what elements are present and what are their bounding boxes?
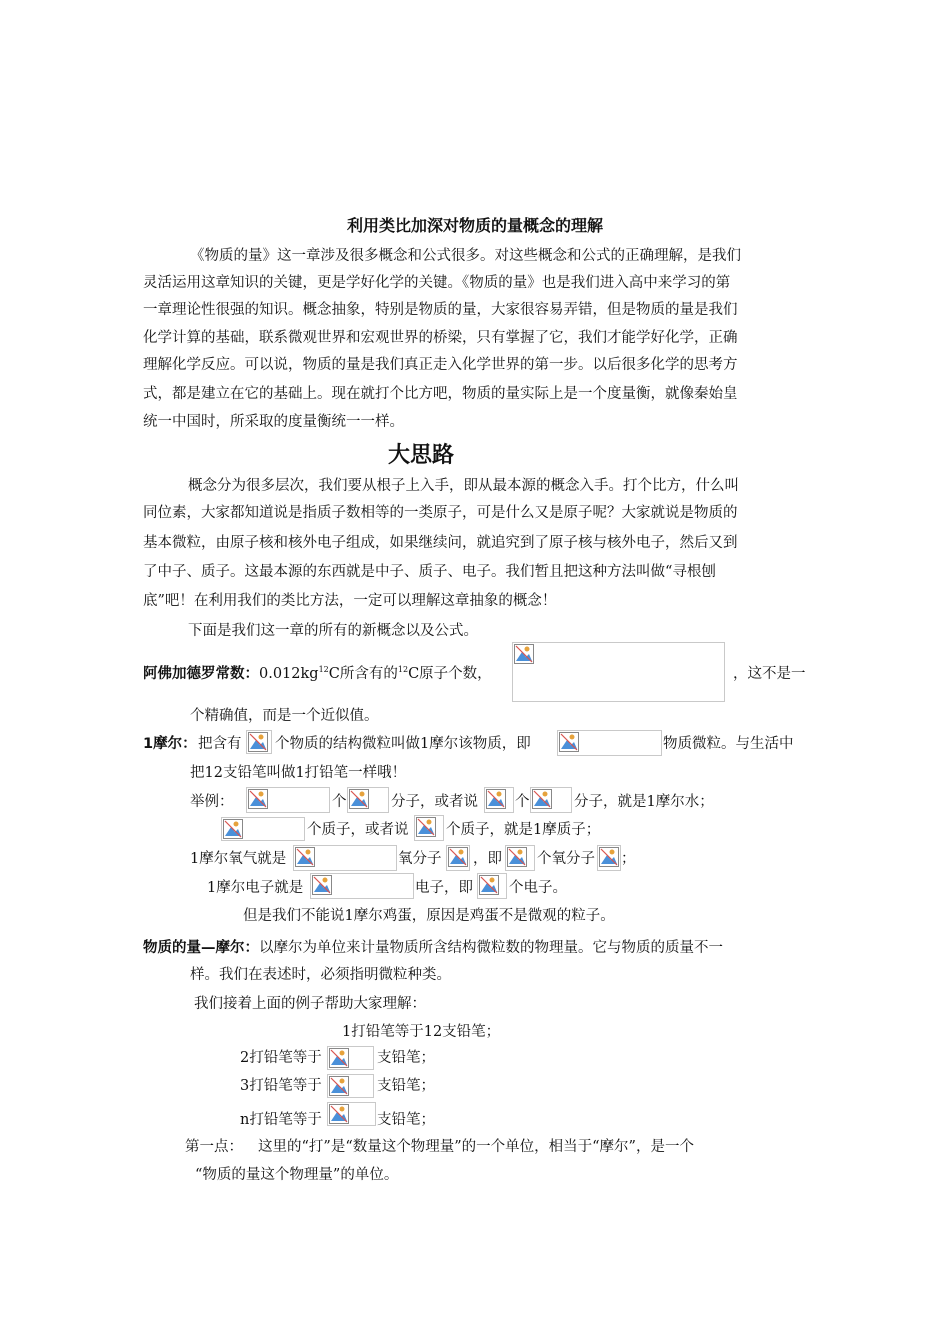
pencil-line: 支铅笔； xyxy=(377,1112,435,1128)
formula-image xyxy=(446,845,470,871)
page-title: 利用类比加深对物质的量概念的理解 xyxy=(346,216,603,235)
pencil-line: 1打铅笔等于12支铅笔； xyxy=(342,1024,501,1040)
formula-image xyxy=(477,873,507,899)
formula-image xyxy=(327,1102,376,1126)
point-text: 这里的“打”是“数量这个物理量”的一个单位，相当于“摩尔”，是一个 xyxy=(258,1139,694,1155)
mole-text: 物质微粒。与生活中 xyxy=(663,736,794,752)
mole-cont: 把12支铅笔叫做1打铅笔一样哦！ xyxy=(190,765,407,781)
broken-image-icon xyxy=(329,1048,349,1068)
formula-image xyxy=(597,845,621,871)
broken-image-icon xyxy=(448,847,468,867)
section-heading: 大思路 xyxy=(388,443,455,468)
example-text: 氧分子 xyxy=(398,851,442,867)
example-text: 分子，或者说 xyxy=(391,794,478,810)
example-text: 个 xyxy=(332,794,347,810)
formula-image xyxy=(293,845,397,871)
formula-image xyxy=(327,1074,374,1098)
broken-image-icon xyxy=(559,732,579,752)
point-label: 第一点： xyxy=(185,1139,243,1155)
continue-text: 我们接着上面的例子帮助大家理解： xyxy=(194,996,426,1012)
avogadro-cont: 个精确值，而是一个近似值。 xyxy=(190,708,379,724)
formula-image xyxy=(484,787,514,813)
broken-image-icon xyxy=(599,847,619,867)
avogadro-term: 阿佛加德罗常数： xyxy=(143,666,259,682)
formula-image xyxy=(221,817,305,841)
idea-line: 概念分为很多层次，我们要从根子上入手，即从最本源的概念入手。打个比方，什么叫 xyxy=(188,478,739,494)
amount-term: 物质的量—摩尔： xyxy=(143,940,259,956)
broken-image-icon xyxy=(479,875,499,895)
intro-line: 理解化学反应。可以说，物质的量是我们真正走入化学世界的第一步。以后很多化学的思考方 xyxy=(143,357,738,373)
formula-image xyxy=(327,1046,374,1070)
pencil-line: 支铅笔； xyxy=(377,1050,435,1066)
intro-line: 一章理论性很强的知识。概念抽象，特别是物质的量，大家很容易弄错，但是物质的量是我们 xyxy=(143,302,738,318)
broken-image-icon xyxy=(312,875,332,895)
example-text: 个电子。 xyxy=(509,880,567,896)
broken-image-icon xyxy=(349,789,369,809)
formula-image xyxy=(557,730,662,756)
example-text: 电子，即 xyxy=(415,880,473,896)
new-concepts-intro: 下面是我们这一章的所有的新概念以及公式。 xyxy=(188,623,478,639)
example-text: 个质子，或者说 xyxy=(307,822,409,838)
example-label: 举例： xyxy=(190,794,234,810)
intro-line: 统一中国时，所采取的度量衡统一一样。 xyxy=(143,414,404,430)
amount-line: 物质的量—摩尔：以摩尔为单位来计量物质所含结构微粒数的物理量。它与物质的质量不一 xyxy=(143,940,723,956)
idea-line: 底”吧！在利用我们的类比方法，一定可以理解这章抽象的概念！ xyxy=(143,593,557,609)
example-text: 个 xyxy=(515,794,530,810)
formula-image xyxy=(246,730,272,754)
broken-image-icon xyxy=(532,789,552,809)
example-text: 个氧分子 xyxy=(537,851,595,867)
broken-image-icon xyxy=(514,644,534,664)
example-text: 1摩尔电子就是 xyxy=(207,880,304,896)
broken-image-icon xyxy=(295,847,315,867)
formula-image xyxy=(347,787,389,813)
avogadro-line: 阿佛加德罗常数：$0.012kg^{12}C$所含有的$^{12}$C原子个数， xyxy=(143,665,492,682)
example-note: 但是我们不能说1摩尔鸡蛋，原因是鸡蛋不是微观的粒子。 xyxy=(243,908,615,924)
formula-image xyxy=(246,787,330,813)
intro-line: 式，都是建立在它的基础上。现在就打个比方吧，物质的量实际上是一个度量衡，就像秦始皇 xyxy=(143,386,738,402)
intro-line: 灵活运用这章知识的关键，更是学好化学的关键。《物质的量》也是我们进入高中来学习的第 xyxy=(143,275,731,291)
formula-image xyxy=(414,815,444,841)
mole-text: 把含有 xyxy=(198,736,242,752)
example-text: 1摩尔氧气就是 xyxy=(190,851,287,867)
pencil-line: 3打铅笔等于 xyxy=(240,1078,322,1094)
pencil-line: 2打铅笔等于 xyxy=(240,1050,322,1066)
formula-image xyxy=(530,787,572,813)
example-text: 个质子，就是1摩质子； xyxy=(446,822,601,838)
intro-line: 《物质的量》这一章涉及很多概念和公式很多。对这些概念和公式的正确理解，是我们 xyxy=(190,248,741,264)
mole-text: 个物质的结构微粒叫做1摩尔该物质，即 xyxy=(275,736,531,752)
idea-line: 了中子、质子。这最本源的东西就是中子、质子、电子。我们暂且把这种方法叫做“寻根刨 xyxy=(143,564,716,580)
example-text: 分子，就是1摩尔水； xyxy=(574,794,714,810)
example-text: ，即 xyxy=(473,851,502,867)
pencil-line: n打铅笔等于 xyxy=(240,1112,322,1128)
amount-cont: 样。我们在表述时，必须指明微粒种类。 xyxy=(190,967,451,983)
broken-image-icon xyxy=(329,1104,349,1124)
point-text: “物质的量这个物理量”的单位。 xyxy=(195,1167,399,1183)
intro-line: 化学计算的基础，联系微观世界和宏观世界的桥梁，只有掌握了它，我们才能学好化学，正确 xyxy=(143,330,738,346)
broken-image-icon xyxy=(329,1076,349,1096)
formula-image xyxy=(512,642,725,702)
example-text: ； xyxy=(621,851,636,867)
mole-term: 1摩尔： xyxy=(143,736,197,752)
broken-image-icon xyxy=(248,789,268,809)
formula-image xyxy=(310,873,414,899)
broken-image-icon xyxy=(223,819,243,839)
broken-image-icon xyxy=(248,732,268,752)
broken-image-icon xyxy=(416,817,436,837)
avogadro-tail: ，这不是一 xyxy=(733,666,806,682)
formula-image xyxy=(505,845,535,871)
broken-image-icon xyxy=(486,789,506,809)
broken-image-icon xyxy=(507,847,527,867)
pencil-line: 支铅笔； xyxy=(377,1078,435,1094)
idea-line: 基本微粒，由原子核和核外电子组成，如果继续问，就追究到了原子核与核外电子，然后又到 xyxy=(143,535,738,551)
idea-line: 同位素，大家都知道说是指质子数相等的一类原子，可是什么又是原子呢？大家就说是物质的 xyxy=(143,505,738,521)
